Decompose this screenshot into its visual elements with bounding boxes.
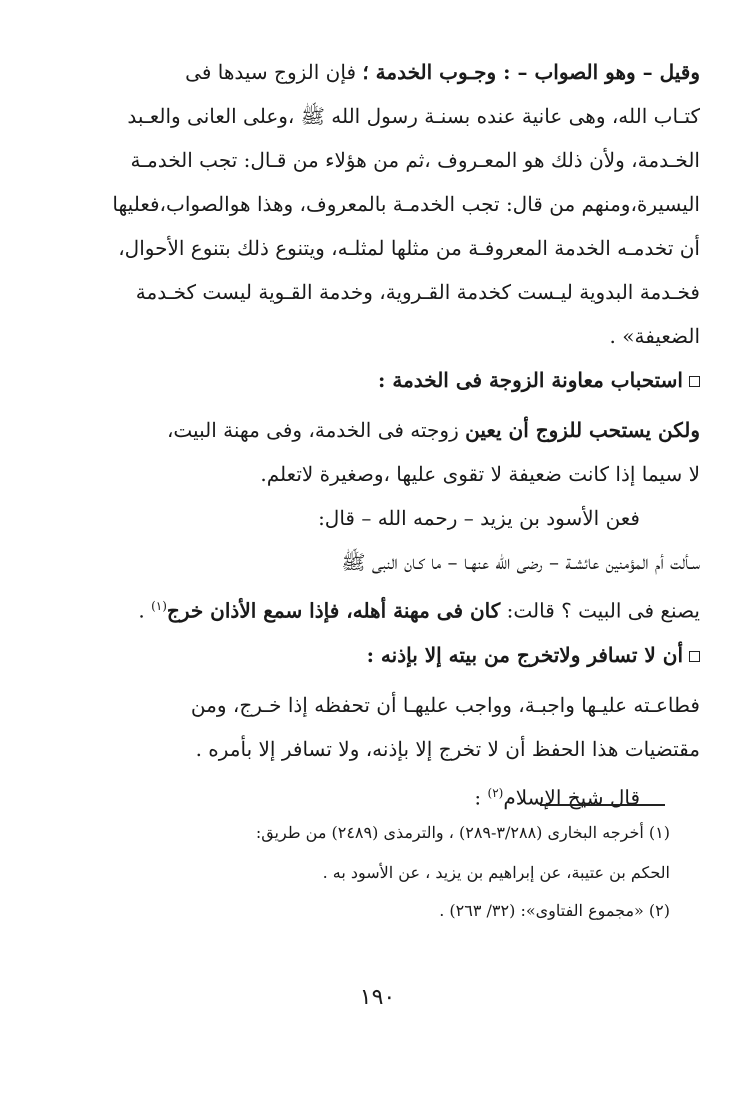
- section-heading: [70, 358, 700, 402]
- paragraph-line: [70, 408, 700, 452]
- heading-text: أن لا تسافر ولاتخرج من بيته إلا بإذنه :: [366, 642, 683, 667]
- footnote-line: (٢) «مجموع الفتاوى»: (٣٢/ ٢٦٣) .: [439, 901, 670, 920]
- text-span: قال شيخ الإسلام: [503, 785, 640, 810]
- paragraph-line: [70, 50, 700, 94]
- paragraph-line: سـألت أم المؤمنين عائشـة – رضى الله عنهـا – ما كـان النبى ﷺ: [341, 550, 700, 574]
- bold-phrase: كان فى مهنة أهله، فإذا سمع الأذان خرج: [166, 598, 501, 623]
- paragraph-line: فطاعـته عليـها واجبـة، وواجب عليهـا أن تحفظه إذا خـرج، ومن: [190, 692, 700, 717]
- main-text: [70, 50, 700, 819]
- footnote-ref: (١): [151, 599, 167, 613]
- bold-phrase: وقيل – وهو الصواب – : وجـوب الخدمة ؛: [362, 60, 700, 84]
- heading-text: استحباب معاونة الزوجة فى الخدمة :: [378, 368, 683, 392]
- section-heading: [70, 633, 700, 677]
- paragraph-line: كتـاب الله، وهى عانية عنده بسنـة رسول الله ﷺ ،وعلى العانى والعـبد: [127, 104, 700, 128]
- footnote-ref: (٢): [487, 785, 504, 800]
- paragraph-line: الخـدمة، ولأن ذلك هو المعـروف ،ثم من هؤلاء من قـال: تجب الخدمـة: [130, 148, 700, 172]
- paragraph-line: فخـدمة البدوية ليـست كخدمة القـروية، وخدمة القـوية ليست كخـدمة: [135, 280, 700, 304]
- footnote-line: الحكم بن عتيبة، عن إبراهيم بن يزيد ، عن الأسود به .: [322, 863, 670, 882]
- paragraph-line: [70, 771, 700, 820]
- text-span: زوجته فى الخدمة، وفى مهنة البيت،: [166, 418, 466, 442]
- bold-phrase: ولكن يستحب للزوج أن يعين: [465, 418, 700, 442]
- paragraph-line: مقتضيات هذا الحفظ أن لا تخرج إلا بإذنه، ولا تسافر إلا بأمره .: [195, 736, 700, 761]
- square-bullet-icon: [689, 376, 700, 387]
- paragraph-line: لا سيما إذا كانت ضعيفة لا تقوى عليها ،وصغيرة لاتعلم.: [260, 462, 700, 486]
- paragraph-line: اليسيرة،ومنهم من قال: تجب الخدمـة بالمعروف، وهذا هوالصواب،فعليها: [112, 192, 700, 216]
- paragraph-line: الضعيفة» .: [609, 324, 700, 348]
- text-span: .: [138, 598, 152, 623]
- square-bullet-icon: [689, 651, 700, 662]
- footnote-divider: [540, 804, 665, 806]
- text-span: فإن الزوج سيدها فى: [185, 60, 363, 84]
- footnote-line: (١) أخرجه البخارى (٣/٢٨٨-٢٨٩) ، والترمذى (٢٤٨٩) من طريق:: [255, 823, 670, 842]
- paragraph-line: فعن الأسود بن يزيد – رحمه الله – قال:: [318, 506, 640, 530]
- text-span: :: [474, 785, 488, 810]
- page-number: ١٩٠: [359, 985, 396, 1010]
- paragraph-line: [70, 584, 700, 633]
- text-span: يصنع فى البيت ؟ قالت:: [500, 598, 700, 623]
- paragraph-line: أن تخدمـه الخدمة المعروفـة من مثلها لمثلـه، ويتنوع ذلك بتنوع الأحوال،: [118, 236, 700, 260]
